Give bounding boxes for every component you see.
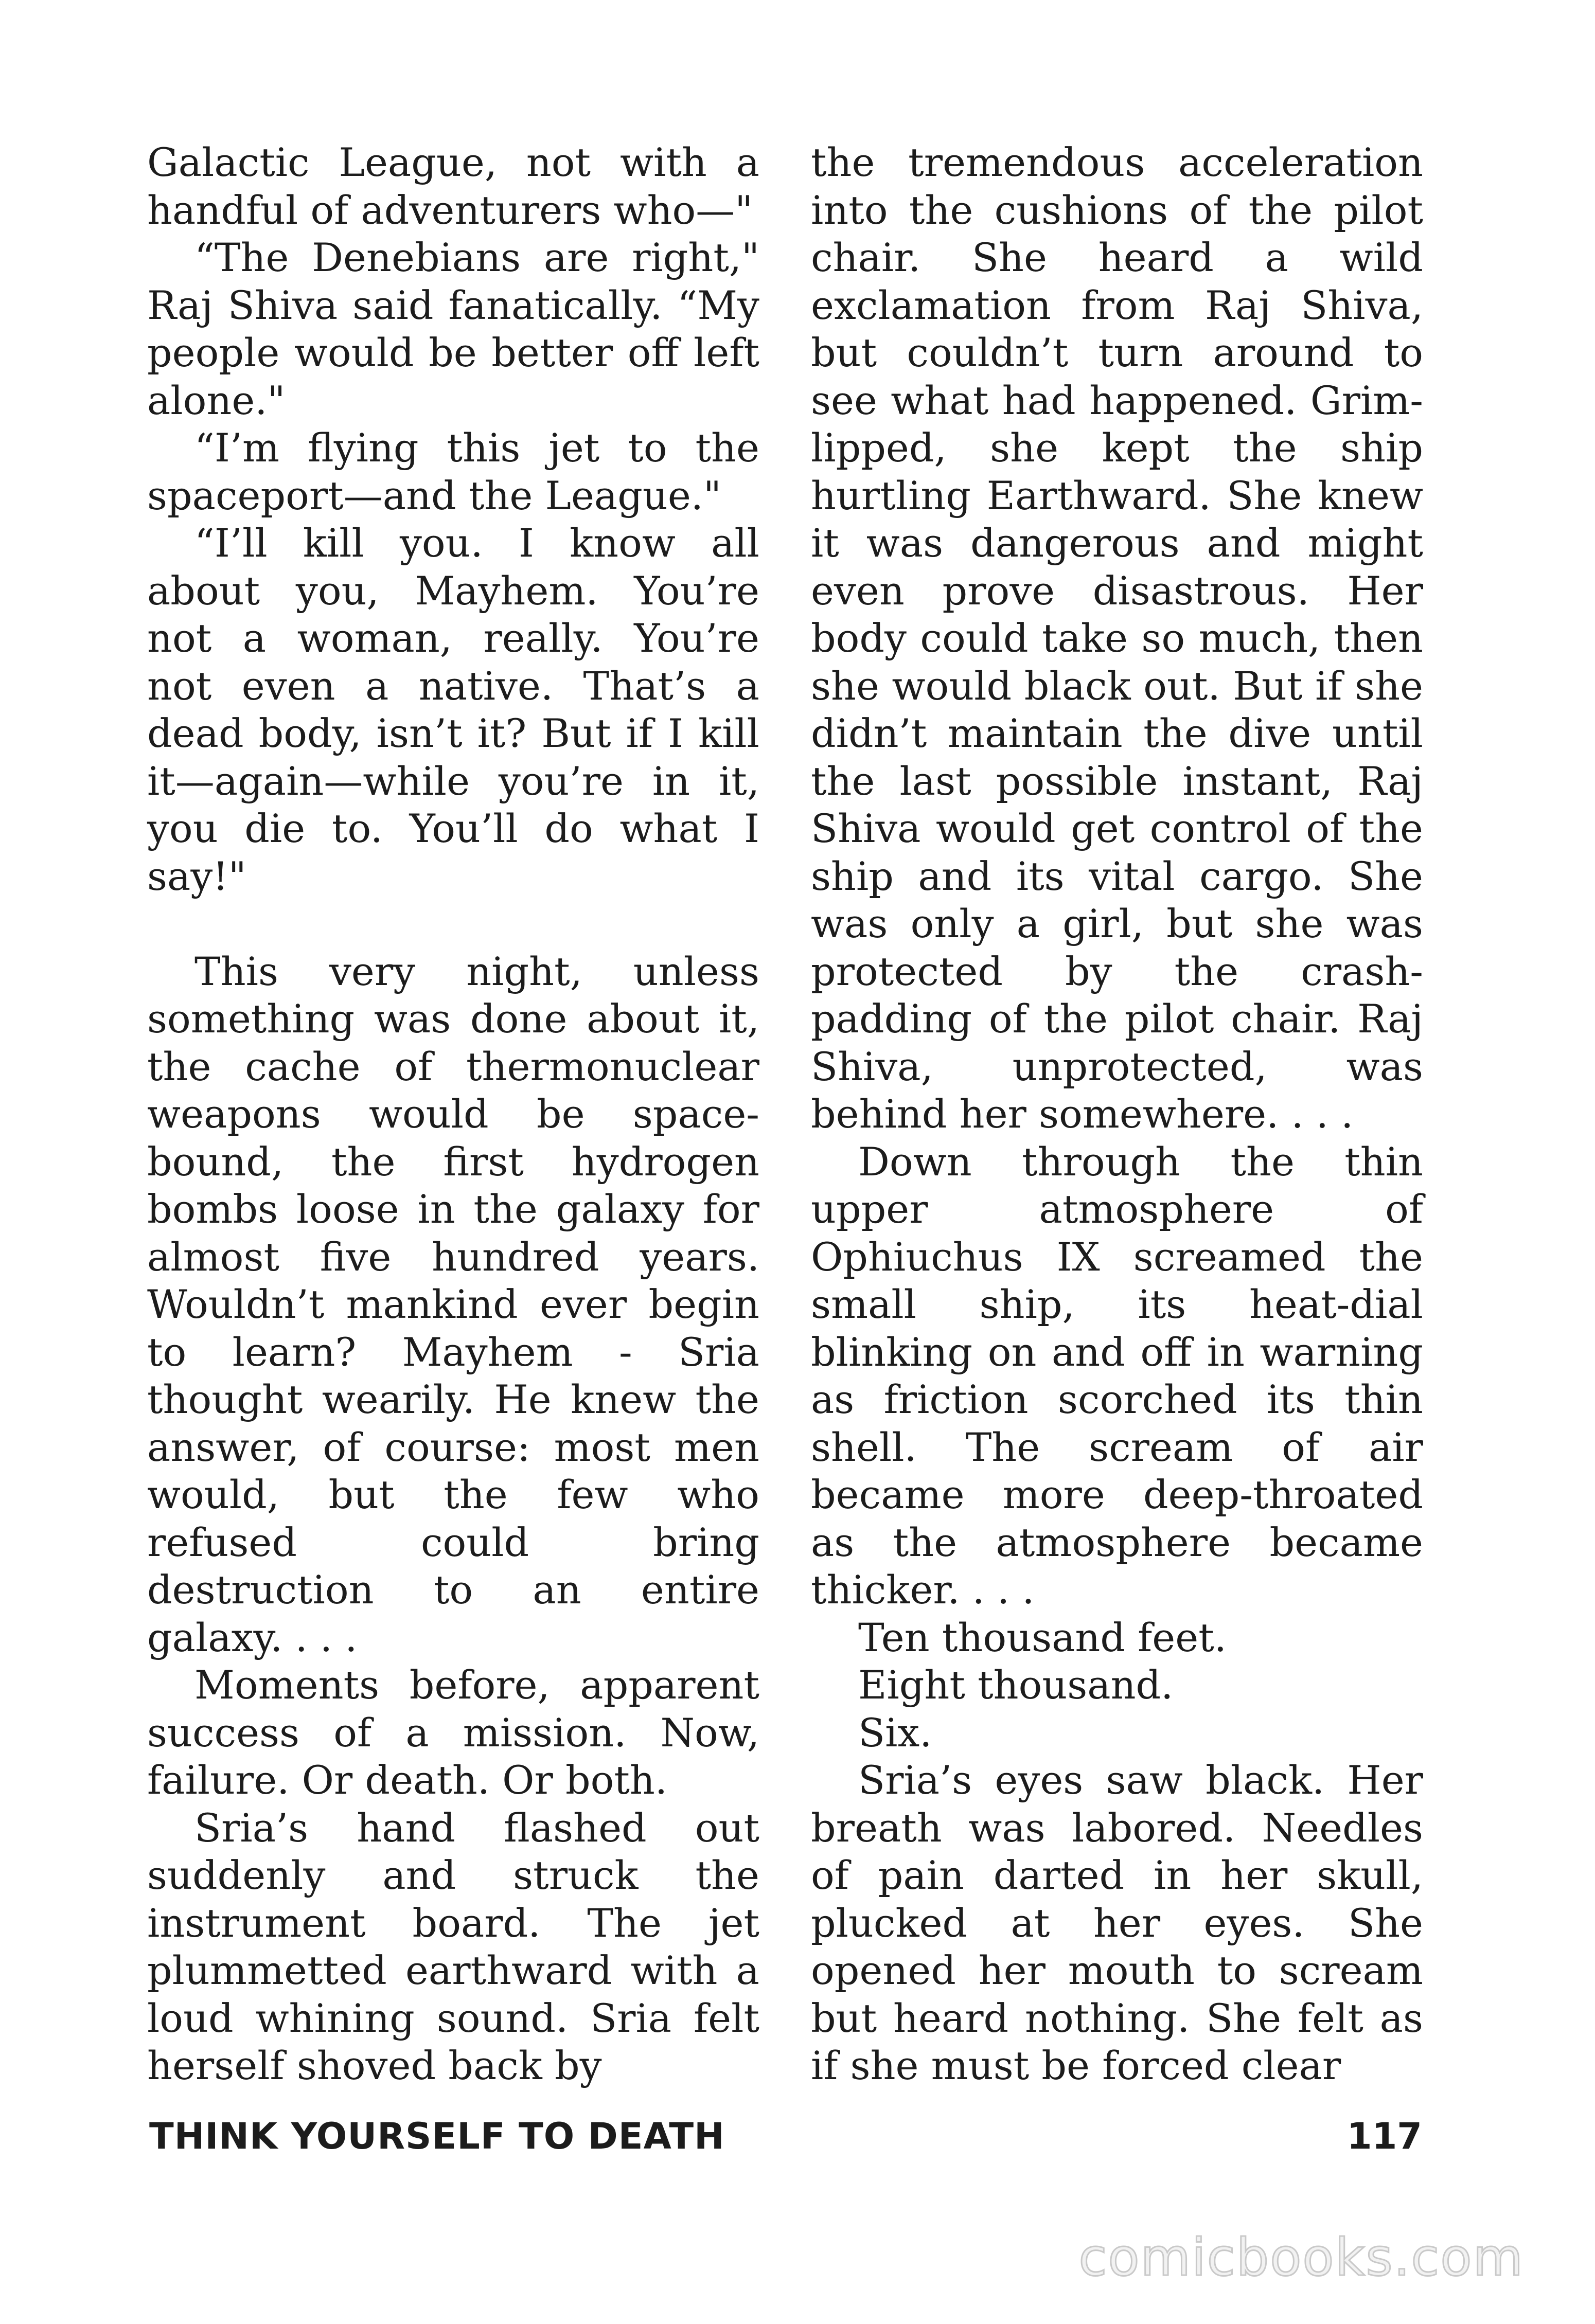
paragraph: Six. — [858, 1709, 932, 1756]
page-number: 117 — [1346, 2115, 1422, 2157]
running-footer-title: THINK YOURSELF TO DEATH — [149, 2115, 725, 2157]
paragraph: Sria’s eyes saw black. Her breath was labored. Needles of pain darted in her skull, plucked at her eyes. She opened her mouth to scream but heard nothing. She felt as if she must be forced clear — [811, 1757, 1423, 2088]
paragraph: Galactic League, not with a handful of adventurers who—" — [147, 139, 759, 233]
paragraph: the tremendous acceleration into the cushions of the pilot chair. She heard a wild exclamation from Raj Shiva, but couldn’t turn around to see what had happened. Grim-lipped, she kept the ship hurtling Earthward. She knew it was dangerous and might even prove disastrous. Her body could take so much, then she would black out. But if she didn’t maintain the dive until the last possible instant, Raj Shiva would get control of the ship and its vital cargo. She was only a girl, but she was protected by the crash-padding of the pilot chair. Raj Shiva, unprotected, was behind her somewhere. . . . — [811, 139, 1423, 1137]
paragraph: Moments before, apparent success of a mission. Now, failure. Or death. Or both. — [147, 1662, 759, 1803]
paragraph: Ten thousand feet. — [858, 1614, 1227, 1660]
paragraph: “The Denebians are right," Raj Shiva said fanatically. “My people would be better off left alone." — [147, 235, 759, 423]
paragraph: This very night, unless something was done about it, the cache of thermonuclear weapons would be space-bound, the first hydrogen bombs loose in the galaxy for almost five hundred years. Wouldn’t mankind ever begin to learn? Mayhem - Sria thought wearily. He knew the answer, of course: most men would, but the few who refused could bring destruction to an entire galaxy. . . . — [147, 948, 759, 1660]
paragraph: Sria’s hand flashed out suddenly and struck the instrument board. The jet plummetted earthward with a loud whining sound. Sria felt herself shoved back by — [147, 1804, 759, 2088]
paragraph: Down through the thin upper atmosphere of Ophiuchus IX screamed the small ship, its heat-dial blinking on and off in warning as friction scorched its thin shell. The scream of air became more deep-throated as the atmosphere became thicker. . . . — [811, 1138, 1423, 1613]
left-text-column — [147, 139, 759, 2090]
paragraph: “I’ll kill you. I know all about you, Mayhem. You’re not a woman, really. You’re not even a native. That’s a dead body, isn’t it? But if I kill it—again—while you’re in it, you die to. You’ll do what I say!" — [147, 520, 759, 899]
paragraph: Eight thousand. — [858, 1662, 1174, 1708]
watermark: comicbooks.com — [1078, 2227, 1524, 2287]
paragraph: “I’m flying this jet to the spaceport—and the League." — [147, 425, 759, 519]
right-text-column — [811, 139, 1423, 2090]
